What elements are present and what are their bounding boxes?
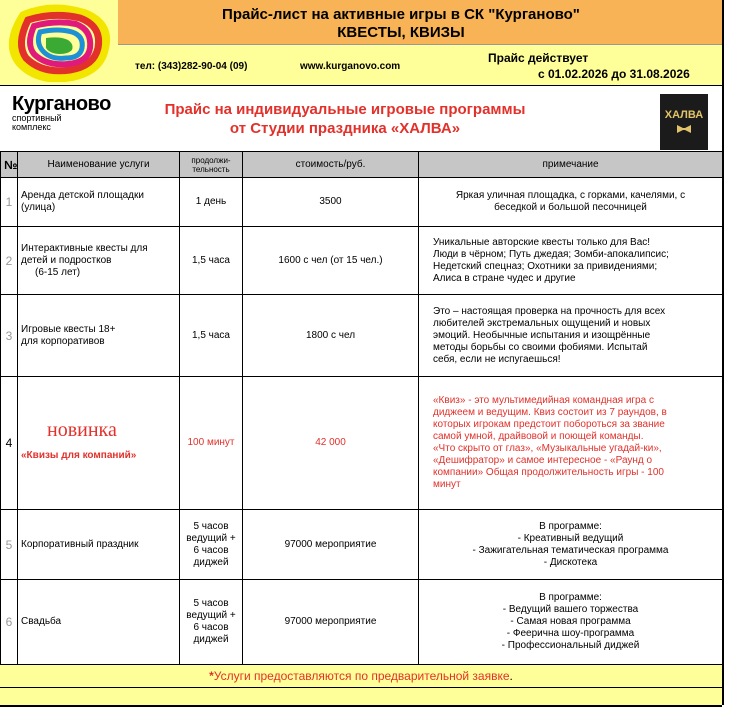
header-subtitle: КВЕСТЫ, КВИЗЫ [337,24,465,41]
note-line: минут [433,479,461,490]
price-table [0,151,723,665]
footer-blank-row [0,688,722,707]
note-line: - Ведущий вашего торжества [502,604,639,615]
col-header-duration: продолжи-тельность [180,152,243,178]
service-note [419,377,723,510]
note-line: «Дешифратор» и самое интересное - «Раунд о [433,455,653,466]
note-line: - Дискотека [543,556,598,568]
note-line: В программе: [539,592,602,603]
duration-line: 6 часов [193,544,229,556]
service-note [419,510,723,580]
validity-label: Прайс действует [488,51,589,65]
note-line: Это – настоящая проверка на прочность для всех [433,305,666,317]
footer-text: Услуги предоставляются по предварительной заявке [213,669,510,683]
service-duration [180,510,243,580]
halva-logo [660,94,708,150]
note-line: - Самая новая программа [510,616,631,627]
table-row [1,227,723,295]
note-line: методы борьбы со своими фобиями. Испытай [433,341,648,353]
promo-title [100,100,590,138]
validity-dates: с 01.02.2026 до 31.08.2026 [538,67,690,81]
note-line: Алиса в стране чудес и другие [433,272,576,284]
note-line: любителей экстремальных ощущений и новых [433,317,651,329]
col-header-no: № [1,152,18,178]
service-note [419,295,723,377]
brand-name: Курганово [12,93,111,115]
promo-line-1: Прайс на индивидуальные игровые программы [164,101,526,118]
brand-subtitle-2: комплекс [12,122,51,132]
row-number: 5 [1,510,18,580]
service-duration: 1,5 часа [180,295,243,377]
footer-notice [0,665,722,688]
row-number: 4 [1,377,18,510]
note-line: самой умной, драйвовой и поющей команды. [433,431,644,442]
note-line: - Зажигательная тематическая программа [472,544,669,556]
row-number: 2 [1,227,18,295]
note-line: - Феерична шоу-программа [506,628,635,639]
note-line: «Квиз» - это мультимедийная командная игра с [433,395,654,406]
brand-subtitle-1: спортивный [12,113,62,123]
service-name-text: «Квизы для компаний» [21,450,137,461]
service-note [419,580,723,665]
promo-line-2: от Студии праздника «ХАЛВА» [229,120,461,137]
duration-line: диджей [193,556,229,568]
row-number: 1 [1,178,18,227]
name-line: Интерактивные квесты для [21,242,148,254]
duration-line: ведущий + [186,610,236,621]
service-price: 97000 мероприятие [243,580,419,665]
note-line: Уникальные авторские квесты только для Вас! [433,236,651,248]
service-price: 1800 с чел [243,295,419,377]
service-price: 1600 с чел (от 15 чел.) [243,227,419,295]
note-line: Люди в чёрном; Путь джедая; Зомби-апокалипсис; [433,248,669,260]
new-badge: новинка [47,419,117,441]
col-header-note: примечание [419,152,723,178]
service-duration: 100 минут [180,377,243,510]
duration-line: диджей [193,634,229,645]
name-line: (6-15 лет) [35,266,81,278]
service-price: 42 000 [243,377,419,510]
name-line: детей и подростков [21,254,112,266]
service-price: 97000 мероприятие [243,510,419,580]
note-line: эмоций. Необычные испытания и изощрённые [433,329,651,341]
col-header-name: Наименование услуги [18,152,180,178]
col-header-price: стоимость/руб. [243,152,419,178]
table-row [1,580,723,665]
name-line: Игровые квесты 18+ [21,323,116,335]
note-line: которых игрокам предстоит побороться за звание [433,419,665,430]
row-number: 3 [1,295,18,377]
table-row [1,295,723,377]
halva-logo-text: ХАЛВА [664,109,704,121]
service-name: Свадьба [18,580,180,665]
service-name [18,227,180,295]
note-line: В программе: [539,520,602,532]
note-line: - Профессиональный диджей [501,640,640,651]
service-name: Аренда детской площадки (улица) [18,178,180,227]
header-band [0,0,722,86]
bow-tie-icon [677,125,691,133]
website-link[interactable]: www.kurganovo.com [300,61,401,72]
note-line: «Что скрыто от глаз», «Музыкальные угадай-ки», [433,443,662,454]
table-row [1,178,723,227]
duration-line: 6 часов [193,622,229,633]
note-line: компании» Общая продолжительность игры - 100 [433,467,664,478]
service-duration [180,580,243,665]
table-header-row [1,152,723,178]
service-note [419,178,723,227]
table-row [1,377,723,510]
duration-line: 5 часов [193,598,229,609]
note-line: - Креативный ведущий [517,532,624,544]
note-line: беседкой и большой песочницей [494,202,647,213]
row-number: 6 [1,580,18,665]
note-line: себя, если не испугаешься! [433,353,561,365]
service-price: 3500 [243,178,419,227]
service-name [18,377,180,510]
name-line: для корпоративов [21,335,105,347]
note-line: Яркая уличная площадка, с горками, качелями, с [455,190,686,201]
service-duration: 1,5 часа [180,227,243,295]
note-line: Недетский спецназ; Охотники за привидениями; [433,260,658,272]
service-note [419,227,723,295]
footer-period: . [509,669,513,683]
phone-number: тел: (343)282-90-04 (09) [135,61,248,72]
duration-line: 5 часов [193,520,229,532]
header-title: Прайс-лист на активные игры в СК "Курганово" [222,6,580,23]
service-name [18,295,180,377]
table-row [1,510,723,580]
service-duration: 1 день [180,178,243,227]
service-name: Корпоративный праздник [18,510,180,580]
footer-asterisk: * [209,669,214,683]
duration-line: ведущий + [186,532,236,544]
note-line: диджеем и ведущим. Квиз состоит из 7 раундов, в [433,407,667,418]
